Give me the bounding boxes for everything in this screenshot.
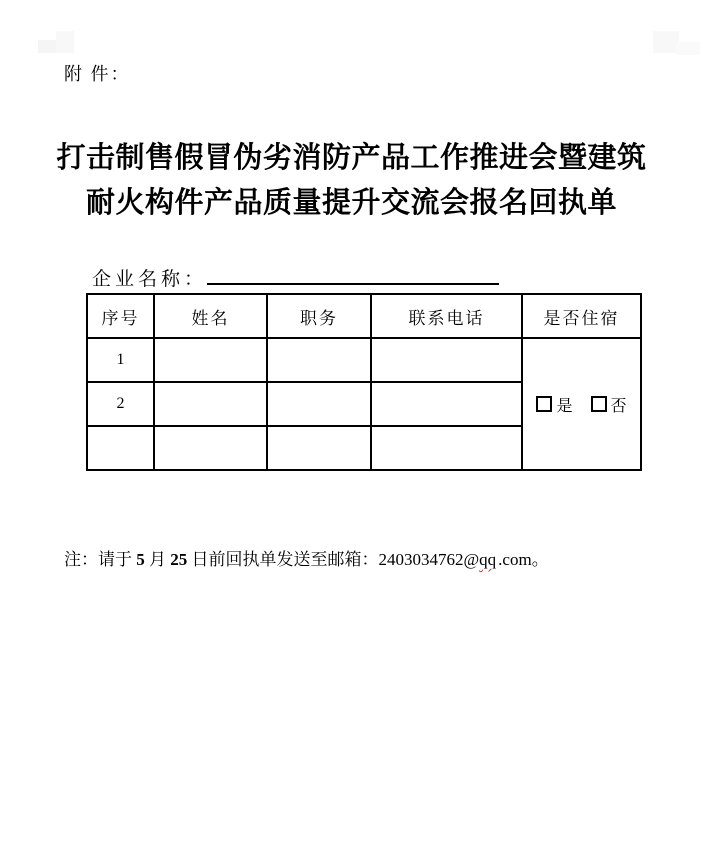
cell-position-2[interactable] (267, 382, 371, 426)
document-title (0, 136, 703, 226)
checkbox-yes-icon[interactable] (536, 396, 552, 412)
company-name-row (92, 261, 499, 291)
note-email-domain-spellcheck: qq (479, 550, 497, 569)
note-month-number: 5 (136, 550, 145, 569)
footer-note (64, 545, 549, 570)
checkbox-yes-label: 是 (556, 397, 573, 415)
note-sentence-end: 。 (531, 550, 549, 569)
table-header-row (87, 294, 641, 338)
header-name: 姓名 (154, 294, 267, 338)
cell-serial-1: 1 (87, 338, 154, 382)
note-email-tail: .com (498, 550, 532, 569)
note-text-1: 注：请于 (64, 550, 137, 569)
registration-table (86, 293, 642, 471)
cell-phone-3[interactable] (371, 426, 522, 470)
company-name-label: 企业名称： (92, 269, 208, 290)
cell-serial-3 (87, 426, 154, 470)
table-row (87, 338, 641, 382)
header-serial-number: 序号 (87, 294, 154, 338)
attachment-label: 附 件： (64, 64, 131, 84)
cell-position-1[interactable] (267, 338, 371, 382)
checkbox-group-no[interactable] (591, 398, 627, 415)
document-title-line1: 打击制售假冒伪劣消防产品工作推进会暨建筑 (56, 142, 647, 174)
note-email-user: 2403034762@ (378, 550, 480, 569)
cell-name-3[interactable] (154, 426, 267, 470)
cell-phone-2[interactable] (371, 382, 522, 426)
checkbox-no-icon[interactable] (591, 396, 607, 412)
scan-artifact-top-right-2 (676, 42, 700, 55)
header-position: 职务 (267, 294, 371, 338)
cell-name-1[interactable] (154, 338, 267, 382)
note-day-number: 25 (170, 550, 188, 569)
checkbox-no-label: 否 (610, 397, 627, 415)
header-lodging: 是否住宿 (522, 294, 641, 338)
cell-serial-2: 2 (87, 382, 154, 426)
document-title-line2: 耐火构件产品质量提升交流会报名回执单 (85, 187, 617, 219)
checkbox-group-yes[interactable] (536, 398, 572, 415)
cell-name-2[interactable] (154, 382, 267, 426)
company-name-blank-field[interactable] (207, 261, 499, 285)
scan-artifact-top-left-2 (56, 31, 74, 53)
cell-position-3[interactable] (267, 426, 371, 470)
cell-lodging-merged (522, 338, 641, 470)
header-phone: 联系电话 (371, 294, 522, 338)
note-text-3: 日前回执单发送至邮箱： (187, 550, 379, 569)
note-text-2: 月 (144, 550, 171, 569)
cell-phone-1[interactable] (371, 338, 522, 382)
